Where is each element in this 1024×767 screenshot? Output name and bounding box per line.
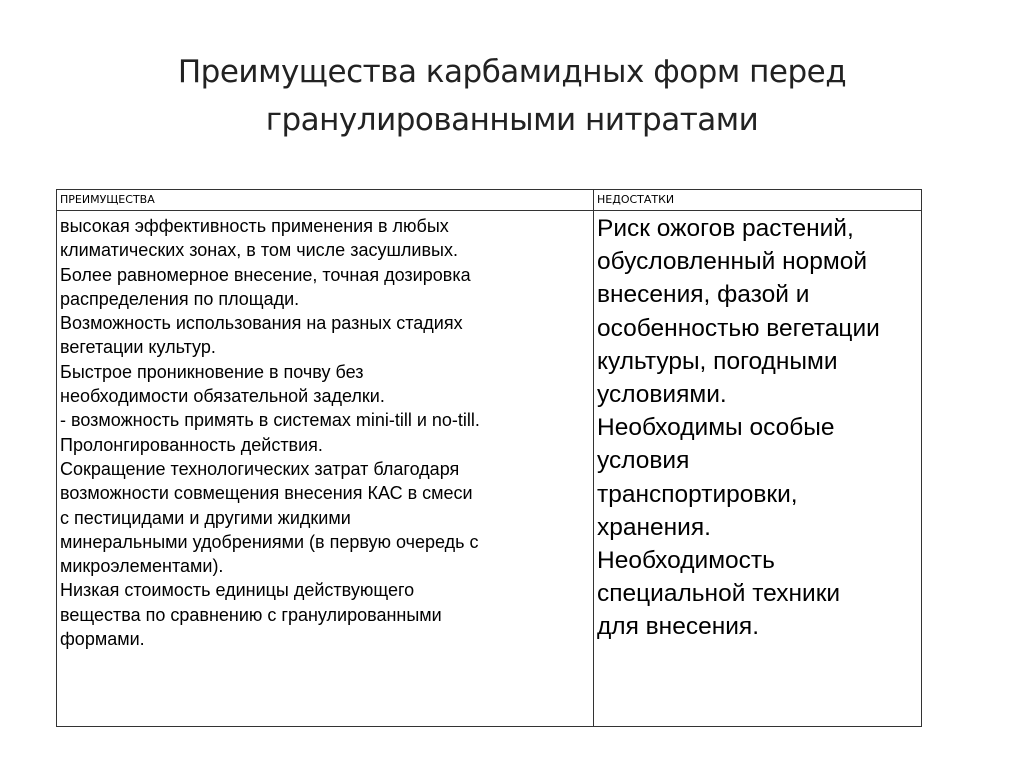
advantage-line: Пролонгированность действия. [60, 434, 323, 455]
disadvantage-line: условия [597, 447, 690, 475]
disadvantages-cell [594, 211, 922, 727]
advantage-line: Сокращение технологических затрат благодаря [60, 458, 460, 479]
advantage-line: Возможность использования на разных стадиях [60, 313, 463, 334]
advantage-line: необходимости обязательной заделки. [60, 386, 385, 407]
disadvantage-line: культуры, погодными [597, 347, 838, 375]
disadvantage-line: хранения. [597, 513, 711, 541]
advantage-line: вегетации культур. [60, 337, 216, 358]
advantage-line: вещества по сравнению с гранулированными [60, 604, 442, 625]
slide-title [0, 48, 1024, 144]
advantage-line: - возможность примять в системах mini-till и no-till. [60, 410, 480, 431]
advantage-line: высокая эффективность применения в любых [60, 216, 449, 236]
disadvantage-line: Необходимы особые [597, 414, 835, 442]
advantage-line: распределения по площади. [60, 288, 300, 309]
table-header-row [57, 190, 922, 211]
comparison-table [56, 189, 922, 727]
advantage-line: с пестицидами и другими жидкими [60, 507, 351, 528]
advantage-line: микроэлементами). [60, 556, 224, 577]
disadvantage-line: особенностью вегетации [597, 314, 880, 342]
disadvantage-line: условиями. [597, 381, 727, 409]
disadvantage-line: специальной техники [597, 580, 841, 608]
advantage-line: климатических зонах, в том числе засушливых. [60, 240, 458, 261]
header-disadvantages: НЕДОСТАТКИ [594, 190, 922, 211]
disadvantage-line: транспортировки, [597, 480, 798, 508]
header-advantages: ПРЕИМУЩЕСТВА [57, 190, 594, 211]
disadvantage-line: Необходимость [597, 547, 775, 575]
disadvantage-line: для внесения. [597, 613, 760, 641]
advantage-line: Более равномерное внесение, точная дозировка [60, 264, 471, 285]
advantage-line: Быстрое проникновение в почву без [60, 361, 364, 382]
advantage-line: возможности совмещения внесения КАС в смеси [60, 483, 473, 504]
title-line-2: гранулированными нитратами [265, 102, 759, 138]
advantages-cell [57, 211, 594, 727]
advantage-line: минеральными удобрениями (в первую очередь с [60, 531, 479, 552]
advantage-line: формами. [60, 629, 145, 650]
title-line-1: Преимущества карбамидных форм перед [177, 54, 847, 90]
disadvantage-line: обусловленный нормой [597, 248, 868, 276]
table-row [57, 211, 922, 727]
disadvantage-line: внесения, фазой и [597, 281, 810, 309]
disadvantage-line: Риск ожогов растений, [597, 215, 854, 242]
advantage-line: Низкая стоимость единицы действующего [60, 580, 415, 601]
